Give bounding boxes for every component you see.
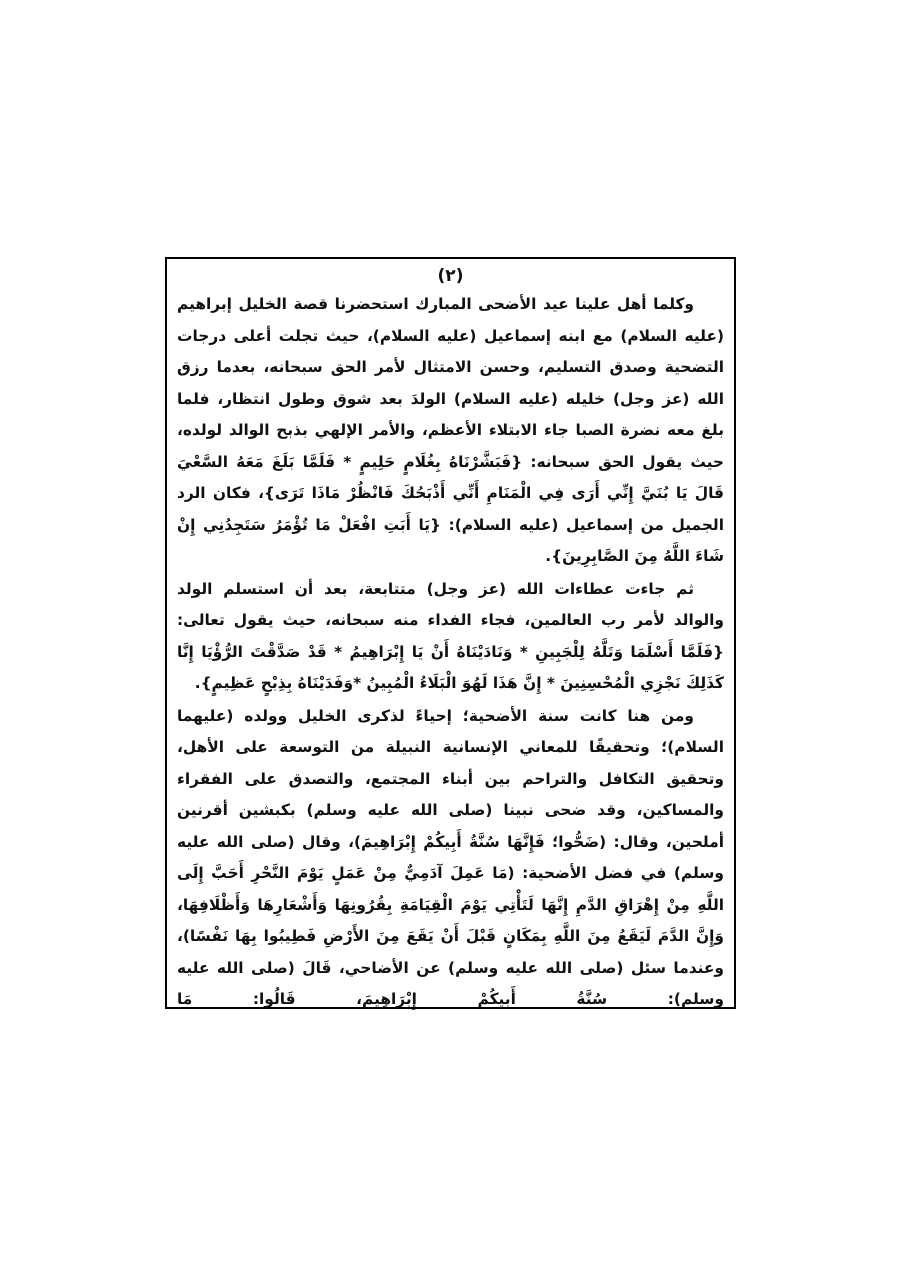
paragraph-3: ومن هنا كانت سنة الأضحية؛ إحياءً لذكرى الخليل وولده (عليهما السلام)؛ وتحقيقًا للمعاني الإنسانية النبيلة من التوسعة على الأهل، وتحقيق التكافل والتراحم بين أبناء المجتمع، والتصدق على الفقراء والمساكين، وقد ضحى نبينا (صلى الله عليه وسلم) بكبشين أقرنين أملحين، وقال: (ضَحُّوا؛ فَإِنَّهَا سُنَّةُ أَبِيكُمْ إِبْرَاهِيمَ)، وقال (صلى الله عليه وسلم) في فضل الأضحية: (مَا عَمِلَ آدَمِيٌّ مِنْ عَمَلٍ يَوْمَ النَّحْرِ أَحَبَّ إِلَى اللَّهِ مِنْ إِهْرَاقِ الدَّمِ إِنَّهَا لَتَأْتِي يَوْمَ الْقِيَامَةِ بِقُرُونِهَا وَأَشْعَارِهَا وَأَظْلَافِهَا، وَإِنَّ الدَّمَ لَيَقَعُ مِنَ اللَّهِ بِمَكَانٍ قَبْلَ أَنْ يَقَعَ مِنَ الأَرْضِ فَطِيبُوا بِهَا نَفْسًا)، وعندما سئل (صلى الله عليه وسلم) عن الأضاحي، قَالَ (صلى الله عليه وسلم): سُنَّةُ أَبِيكُمْ إِبْرَاهِيمَ، قَالُوا: مَا <box>177 706 724 1008</box>
page-number: (٢) <box>437 266 464 286</box>
document-page-frame <box>165 257 736 1009</box>
paragraph-2: ثم جاءت عطاءات الله (عز وجل) متتابعة، بعد أن استسلم الولد والوالد لأمر رب العالمين، فجاء الفداء منه سبحانه، حيث يقول تعالى: {فَلَمَّا أَسْلَمَا وَتَلَّهُ لِلْجَبِينِ * وَنَادَيْنَاهُ أَنْ يَا إِبْرَاهِيمُ * قَدْ صَدَّقْتَ الرُّؤْيَا إِنَّا كَذَلِكَ نَجْزِي الْمُحْسِنِينَ * إِنَّ هَذَا لَهُوَ الْبَلَاءُ الْمُبِينُ *وَفَدَيْنَاهُ بِذِبْحٍ عَظِيمٍ}. <box>177 579 724 692</box>
paragraph-1: وكلما أهل علينا عيد الأضحى المبارك استحضرنا قصة الخليل إبراهيم (عليه السلام) مع ابنه إسماعيل (عليه السلام)، حيث تجلت أعلى درجات التضحية وصدق التسليم، وحسن الامتثال لأمر الحق سبحانه، بعدما رزق الله (عز وجل) خليله (عليه السلام) الولدَ بعد شوق وطول انتظار، فلما بلغ معه نضرة الصبا جاء الابتلاء الأعظم، والأمر الإلهي بذبح الوالد لولده، حيث يقول الحق سبحانه: {فَبَشَّرْنَاهُ بِغُلَامٍ حَلِيمٍ * فَلَمَّا بَلَغَ مَعَهُ السَّعْيَ قَالَ يَا بُنَيَّ إِنِّي أَرَى فِي الْمَنَامِ أَنِّي أَذْبَحُكَ فَانْظُرْ مَاذَا تَرَى}، فكان الرد الجميل من إسماعيل (عليه السلام): {يَا أَبَتِ افْعَلْ مَا تُؤْمَرُ سَتَجِدُنِي إِنْ شَاءَ اللَّهُ مِنَ الصَّابِرِينَ}. <box>177 295 724 565</box>
